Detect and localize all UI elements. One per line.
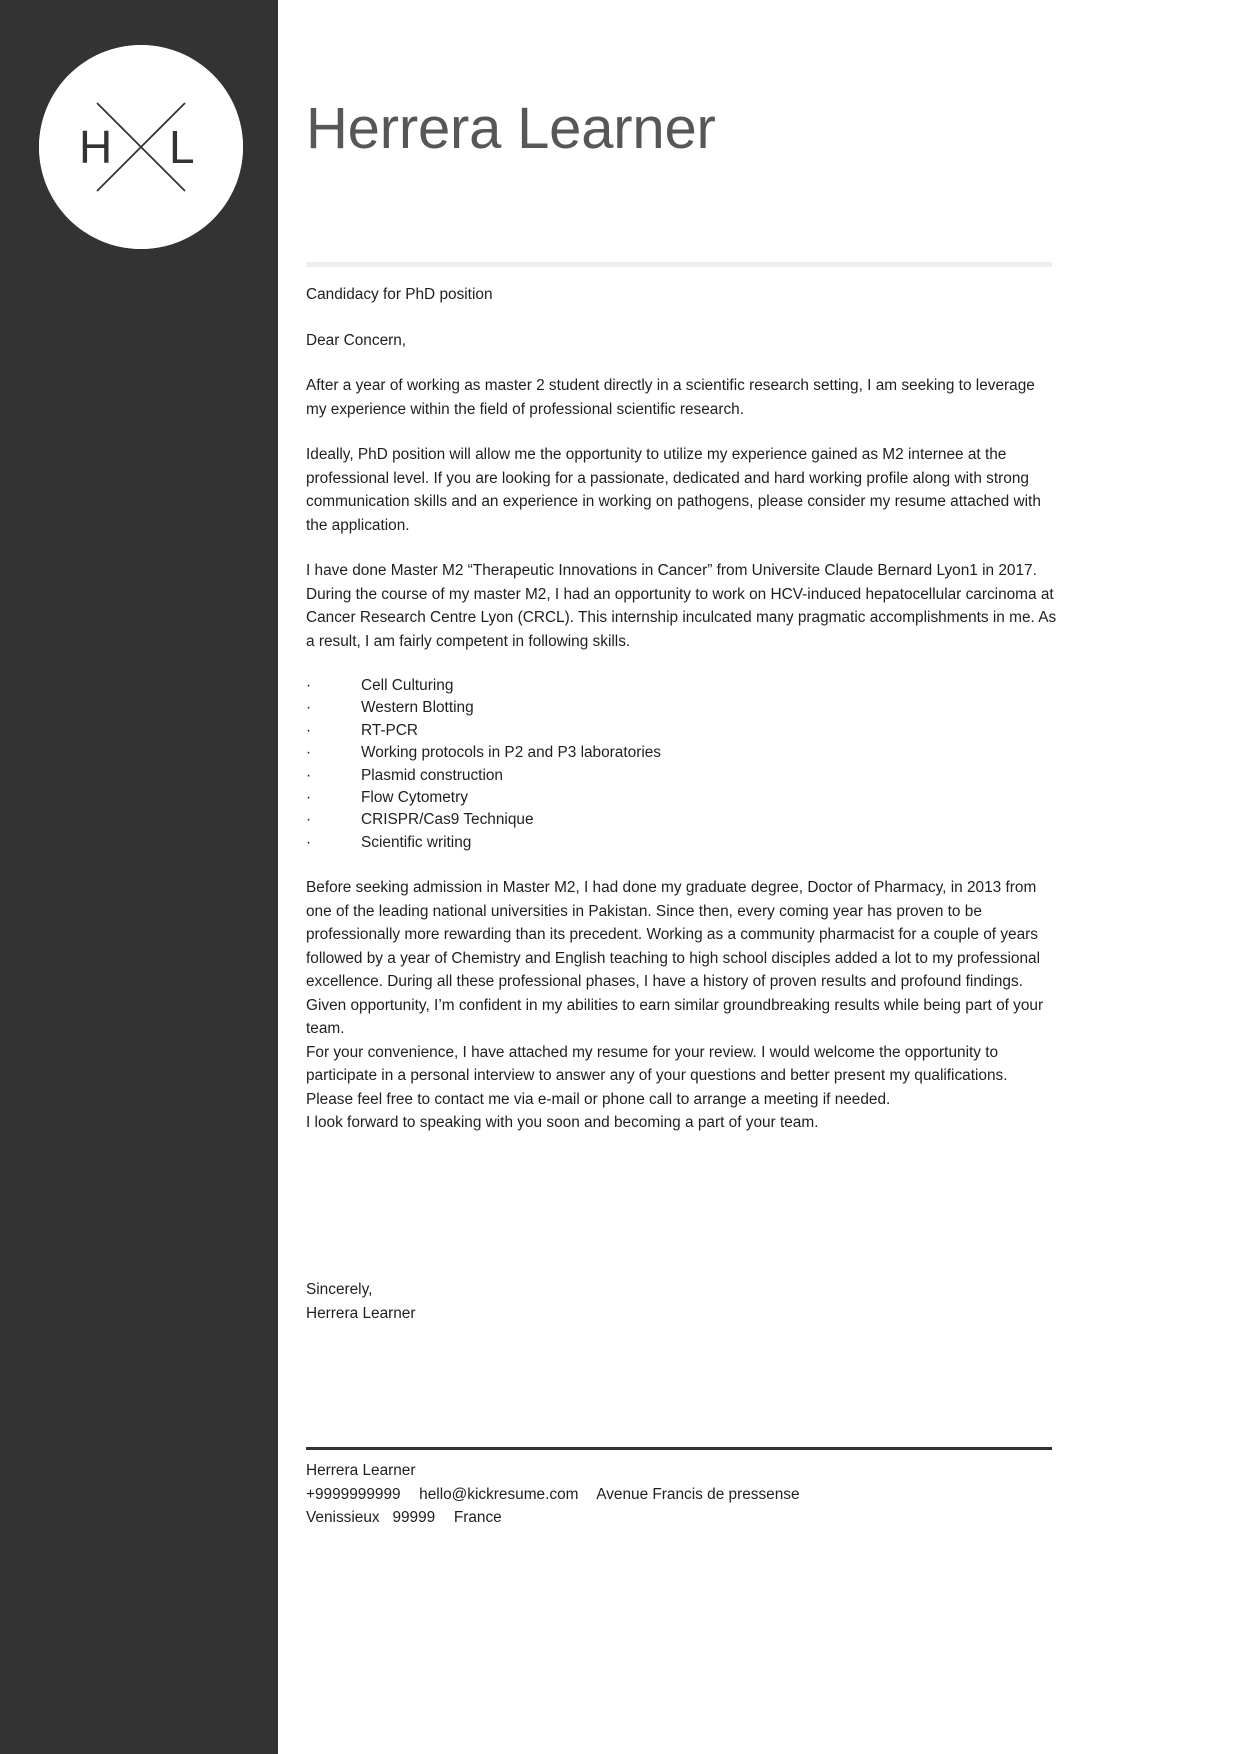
footer-city: Venissieux [306, 1509, 380, 1526]
bullet-icon: · [306, 721, 312, 739]
list-item [306, 675, 1058, 697]
bullet-icon: · [306, 766, 312, 784]
skill-label: Flow Cytometry [361, 789, 468, 807]
list-item [306, 697, 1058, 719]
logo-initial-first: H [79, 121, 113, 173]
footer-phone: +9999999999 [306, 1485, 401, 1503]
skill-label: RT-PCR [361, 721, 419, 739]
skill-label: Plasmid construction [361, 766, 503, 784]
list-item [306, 765, 1058, 787]
bullet-icon: · [306, 789, 312, 807]
bullet-icon: · [306, 811, 312, 829]
list-item [306, 720, 1058, 742]
bullet-icon: · [306, 833, 312, 851]
letter-page [278, 0, 1240, 1754]
skills-list [306, 675, 1058, 854]
page-title: Herrera Learner [306, 96, 716, 161]
footer-contact-row [306, 1483, 1066, 1507]
letter-paragraph-3: I have done Master M2 “Therapeutic Innovations in Cancer” from Universite Claude Bernard Lyon1 in 2017. During the course of my master M2, I had an opportunity to work on HCV-induced hepatocellular carcinoma at Cancer Research Centre Lyon (CRCL). This internship inculcated many pragmatic accomplishments in me. As a result, I am fairly competent in following skills. [306, 562, 1057, 650]
list-item [306, 809, 1058, 831]
letter-paragraph-6: I look forward to speaking with you soon and becoming a part of your team. [306, 1114, 819, 1132]
signature-block [306, 1278, 416, 1325]
signature-name: Herrera Learner [306, 1304, 416, 1322]
letter-paragraph-2: Ideally, PhD position will allow me the opportunity to utilize my experience gained as M2 internee at the professional level. If you are looking for a passionate, dedicated and hard working profile along with strong communication skills and an experience in working on pathogens, please consider my resume attached with the application. [306, 446, 1041, 534]
footer-street: Avenue Francis de pressense [596, 1485, 800, 1503]
letter-paragraph-1: After a year of working as master 2 student directly in a scientific research setting, I am seeking to leverage my experience within the field of professional scientific research. [306, 377, 1035, 418]
footer-postal-code: 99999 [392, 1509, 436, 1526]
bullet-icon: · [306, 744, 312, 762]
skill-label: Western Blotting [361, 699, 474, 717]
footer-address-row [306, 1506, 1066, 1530]
closing-label: Sincerely, [306, 1281, 373, 1298]
skill-label: Working protocols in P2 and P3 laboratories [361, 744, 661, 762]
bullet-icon: · [306, 699, 312, 717]
footer-email: hello@kickresume.com [419, 1485, 579, 1503]
logo-initial-last: L [169, 121, 195, 173]
skill-label: CRISPR/Cas9 Technique [361, 811, 534, 829]
list-item [306, 742, 1058, 764]
letter-subject: Candidacy for PhD position [306, 286, 493, 303]
list-item [306, 787, 1058, 809]
letter-paragraph-5: For your convenience, I have attached my resume for your review. I would welcome the opportunity to participate in a personal interview to answer any of your questions and better present my qualifications. Please feel free to contact me via e-mail or phone call to arrange a meeting if needed. [306, 1043, 1008, 1108]
footer-name: Herrera Learner [306, 1462, 416, 1479]
letter-paragraph-4: Before seeking admission in Master M2, I had done my graduate degree, Doctor of Pharmacy, in 2013 from one of the leading national universities in Pakistan. Since then, every coming year has proven to be professionally more rewarding than its precedent. Working as a community pharmacist for a couple of years followed by a year of Chemistry and English teaching to high school disciples added a lot to my professional excellence. During all these professional phases, I have a history of proven results and profound findings. Given opportunity, I’m confident in my abilities to earn similar groundbreaking results while being part of your team. [306, 879, 1044, 1038]
footer-country: France [453, 1509, 502, 1526]
footer-contact-block [306, 1459, 1066, 1530]
letter-body [306, 283, 1058, 1157]
skill-label: Scientific writing [361, 833, 472, 851]
skill-label: Cell Culturing [361, 677, 454, 694]
bullet-icon: · [306, 677, 312, 694]
header-divider [306, 262, 1052, 267]
monogram-logo [39, 45, 243, 249]
sidebar-panel [0, 0, 278, 1754]
letter-greeting: Dear Concern, [306, 331, 407, 349]
footer-divider [306, 1447, 1052, 1450]
list-item [306, 832, 1058, 854]
